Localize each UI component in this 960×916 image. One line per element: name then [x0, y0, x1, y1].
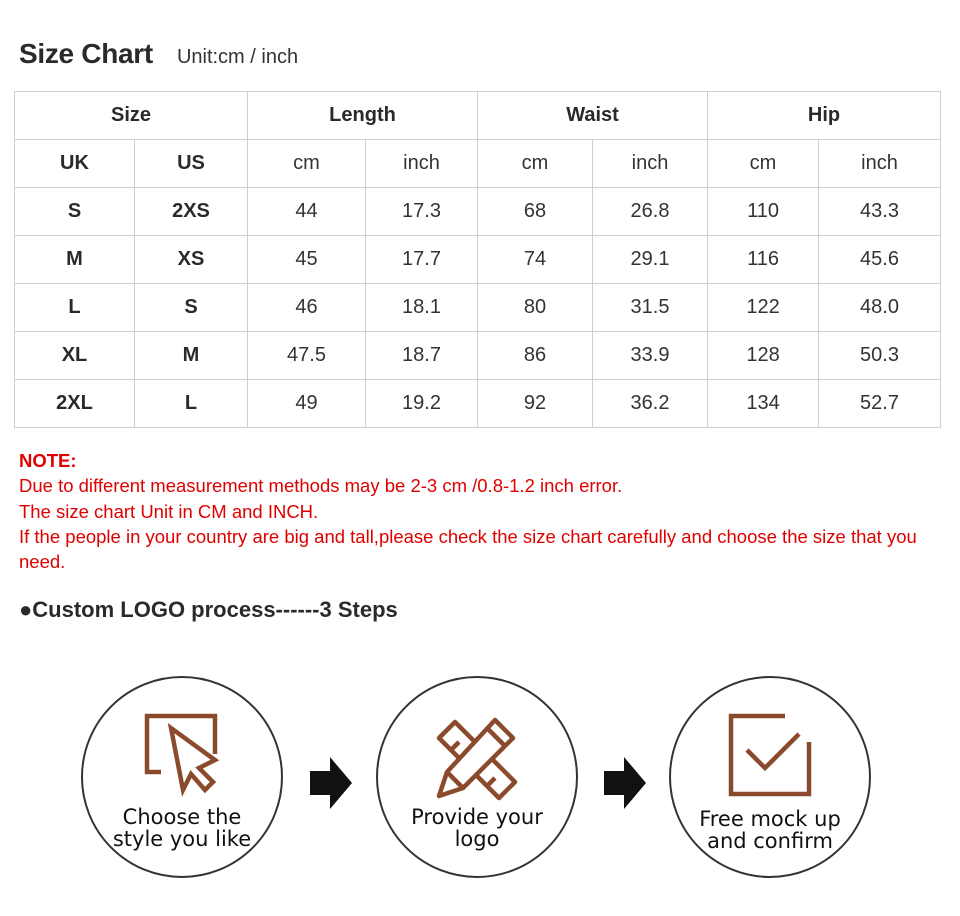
cell-us: M: [135, 332, 248, 380]
cell-waist-cm: 86: [478, 332, 593, 380]
cell-length-inch: 17.3: [366, 188, 478, 236]
note-block: [19, 448, 939, 574]
step-provide-logo: [376, 676, 578, 878]
step-label-line2: and confirm: [707, 829, 833, 853]
note-line: Due to different measurement methods may be 2-3 cm /0.8-1.2 inch error.: [19, 475, 623, 497]
cell-waist-cm: 74: [478, 236, 593, 284]
table-row: [15, 284, 941, 332]
cell-waist-cm: 92: [478, 380, 593, 428]
group-header-waist: Waist: [478, 92, 708, 140]
step-label-line1: Provide your: [411, 805, 543, 829]
subheader-length-cm: cm: [248, 140, 366, 188]
table-row: [15, 380, 941, 428]
cell-length-cm: 49: [248, 380, 366, 428]
cell-hip-inch: 52.7: [819, 380, 941, 428]
cell-waist-inch: 26.8: [593, 188, 708, 236]
table-row: [15, 236, 941, 284]
step-label-line1: Choose the: [122, 805, 242, 829]
cell-length-inch: 17.7: [366, 236, 478, 284]
cell-length-inch: 18.1: [366, 284, 478, 332]
cell-hip-inch: 45.6: [819, 236, 941, 284]
cursor-click-icon: [137, 710, 227, 800]
cell-us: 2XS: [135, 188, 248, 236]
process-title: ●Custom LOGO process------3 Steps: [19, 597, 398, 622]
cell-length-cm: 45: [248, 236, 366, 284]
subheader-waist-cm: cm: [478, 140, 593, 188]
subheader-waist-inch: inch: [593, 140, 708, 188]
table-group-header-row: [15, 92, 941, 140]
cell-length-inch: 18.7: [366, 332, 478, 380]
checkbox-icon: [725, 710, 815, 800]
unit-label: Unit:cm / inch: [176, 46, 299, 68]
cell-us: S: [135, 284, 248, 332]
cell-waist-cm: 80: [478, 284, 593, 332]
cell-length-inch: 19.2: [366, 380, 478, 428]
cell-hip-cm: 116: [708, 236, 819, 284]
cell-uk: S: [15, 188, 135, 236]
subheader-us: US: [135, 140, 248, 188]
note-line: If the people in your country are big and tall,please check the size chart carefully and choose the size that you need.: [19, 525, 917, 573]
subheader-length-inch: inch: [366, 140, 478, 188]
step-label-line2: logo: [454, 827, 500, 851]
process-steps: [0, 660, 960, 900]
cell-us: XS: [135, 236, 248, 284]
note-label: NOTE:: [19, 450, 77, 471]
cell-uk: 2XL: [15, 380, 135, 428]
cell-waist-inch: 31.5: [593, 284, 708, 332]
size-table: [14, 91, 941, 428]
cell-waist-inch: 36.2: [593, 380, 708, 428]
cell-hip-cm: 122: [708, 284, 819, 332]
cell-uk: L: [15, 284, 135, 332]
cell-hip-inch: 50.3: [819, 332, 941, 380]
table-subheader-row: [15, 140, 941, 188]
cell-us: L: [135, 380, 248, 428]
arrow-right-icon: [604, 757, 646, 814]
page-title: Size Chart: [19, 38, 153, 69]
subheader-uk: UK: [15, 140, 135, 188]
cell-uk: XL: [15, 332, 135, 380]
size-chart-header: [19, 38, 298, 70]
step-choose-style: [81, 676, 283, 878]
cell-waist-inch: 29.1: [593, 236, 708, 284]
cell-hip-inch: 48.0: [819, 284, 941, 332]
arrow-right-icon: [310, 757, 352, 814]
step-label-line2: style you like: [112, 827, 252, 851]
cell-waist-cm: 68: [478, 188, 593, 236]
step-label-line1: Free mock up: [699, 807, 841, 831]
note-line: The size chart Unit in CM and INCH.: [19, 500, 319, 522]
cell-hip-inch: 43.3: [819, 188, 941, 236]
group-header-length: Length: [248, 92, 478, 140]
group-header-hip: Hip: [708, 92, 941, 140]
cell-length-cm: 44: [248, 188, 366, 236]
cell-hip-cm: 134: [708, 380, 819, 428]
cell-length-cm: 47.5: [248, 332, 366, 380]
cell-uk: M: [15, 236, 135, 284]
table-row: [15, 188, 941, 236]
subheader-hip-inch: inch: [819, 140, 941, 188]
subheader-hip-cm: cm: [708, 140, 819, 188]
pencil-ruler-icon: [429, 710, 525, 806]
group-header-size: Size: [15, 92, 248, 140]
cell-hip-cm: 110: [708, 188, 819, 236]
cell-hip-cm: 128: [708, 332, 819, 380]
step-mock-up-confirm: [669, 676, 871, 878]
cell-length-cm: 46: [248, 284, 366, 332]
table-row: [15, 332, 941, 380]
cell-waist-inch: 33.9: [593, 332, 708, 380]
